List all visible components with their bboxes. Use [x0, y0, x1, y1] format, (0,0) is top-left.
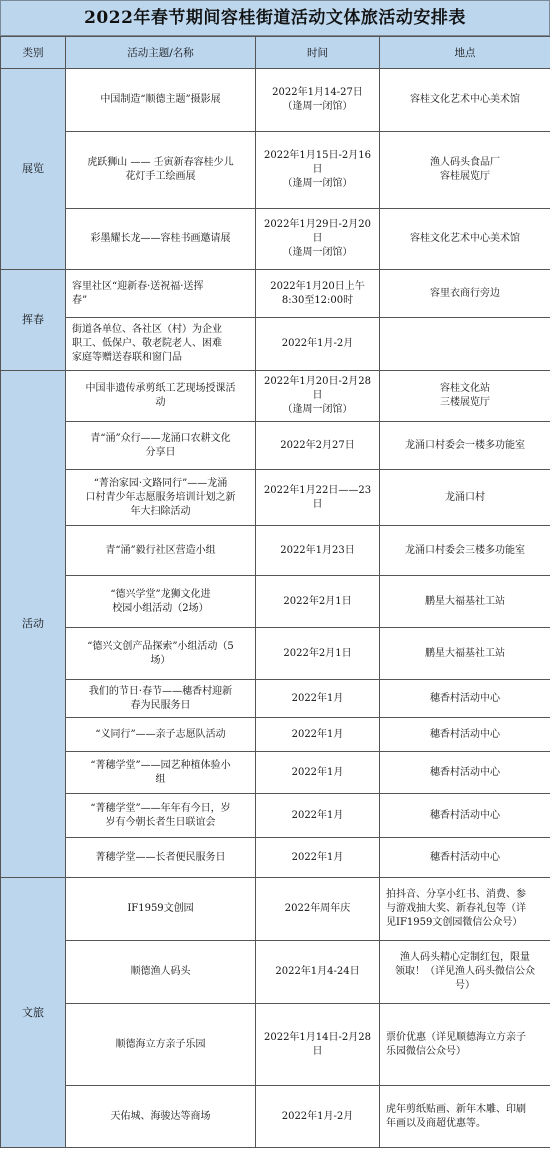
- table-row: [1, 838, 550, 878]
- activity-place: 鹏星大福基社工站: [380, 628, 550, 680]
- header-activity-name: 活动主题/名称: [66, 37, 256, 69]
- table-row: [1, 470, 550, 526]
- header-place: 地点: [380, 37, 550, 69]
- activity-time: 2022年1月-2月: [256, 318, 380, 371]
- activity-place: 渔人码头食品厂 容桂展览厅: [380, 132, 550, 209]
- activity-name: 街道各单位、各社区（村）为企业 职工、低保户、敬老院老人、困难 家庭等赠送春联和窗门品: [66, 318, 256, 371]
- activity-place: 龙涌口村: [380, 470, 550, 526]
- table-row: [1, 628, 550, 680]
- table-row: [1, 1086, 550, 1148]
- header-category: 类别: [1, 37, 66, 69]
- activity-name: 菁穗学堂——长者便民服务日: [66, 838, 256, 878]
- activity-time: 2022年1月14-27日 （逢周一闭馆）: [256, 69, 380, 132]
- activity-name: 我们的节日·春节——穗香村迎新 春为民服务日: [66, 680, 256, 718]
- activity-time: 2022年1月: [256, 718, 380, 752]
- activity-place: 票价优惠（详见顺德海立方亲子 乐园微信公众号）: [380, 1004, 550, 1086]
- activity-name: “菁穗学堂”——园艺种植体验小 组: [66, 752, 256, 794]
- activity-time: 2022年1月23日: [256, 526, 380, 576]
- activity-place: 拍抖音、分享小红书、消费、参 与游戏抽大奖、新春礼包等（详 见IF1959文创园微信公众号）: [380, 878, 550, 941]
- activity-time: 2022年2月27日: [256, 422, 380, 470]
- activity-name: 青“涌”毅行社区营造小组: [66, 526, 256, 576]
- activity-name: 彩墨耀长龙——容桂书画邀请展: [66, 209, 256, 270]
- category-activities: 活动: [1, 371, 66, 878]
- schedule-table: [0, 36, 550, 1148]
- table-row: [1, 422, 550, 470]
- table-row: [1, 69, 550, 132]
- table-row: [1, 1004, 550, 1086]
- activity-place: 容里衣商行旁边: [380, 270, 550, 318]
- activity-name: “义同行”——亲子志愿队活动: [66, 718, 256, 752]
- activity-time: 2022年1月: [256, 680, 380, 718]
- activity-time: 2022年1月29日-2月20 日 （逢周一闭馆）: [256, 209, 380, 270]
- category-culture-tourism: 文旅: [1, 878, 66, 1148]
- header-row: [1, 37, 550, 69]
- activity-name: “德兴文创产品探索”小组活动（5 场）: [66, 628, 256, 680]
- table-row: [1, 371, 550, 422]
- activity-name: 天佑城、海骏达等商场: [66, 1086, 256, 1148]
- activity-place: 容桂文化站 三楼展览厅: [380, 371, 550, 422]
- activity-time: 2022年1月: [256, 752, 380, 794]
- header-time: 时间: [256, 37, 380, 69]
- activity-place: 穗香村活动中心: [380, 718, 550, 752]
- table-row: [1, 576, 550, 628]
- table-row: [1, 941, 550, 1004]
- activity-place: 容桂文化艺术中心美术馆: [380, 209, 550, 270]
- activity-place: [380, 318, 550, 371]
- activity-name: 青“涌”众行——龙涌口农耕文化 分享日: [66, 422, 256, 470]
- activity-place: 容桂文化艺术中心美术馆: [380, 69, 550, 132]
- activity-place: 龙涌口村委会三楼多功能室: [380, 526, 550, 576]
- activity-time: 2022年1月20日上午 8:30至12:00时: [256, 270, 380, 318]
- activity-name: 虎跃狮山 —— 壬寅新春容桂少儿 花灯手工绘画展: [66, 132, 256, 209]
- category-exhibition: 展览: [1, 69, 66, 270]
- activity-name: 顺德海立方亲子乐园: [66, 1004, 256, 1086]
- activity-place: 穗香村活动中心: [380, 680, 550, 718]
- activity-place: 渔人码头精心定制红包，限量 领取！（详见渔人码头微信公众 号）: [380, 941, 550, 1004]
- table-row: [1, 794, 550, 838]
- table-row: [1, 718, 550, 752]
- activity-time: 2022年1月15日-2月16 日 （逢周一闭馆）: [256, 132, 380, 209]
- activity-place: 穗香村活动中心: [380, 752, 550, 794]
- activity-place: 龙涌口村委会一楼多功能室: [380, 422, 550, 470]
- table-row: [1, 270, 550, 318]
- table-row: [1, 132, 550, 209]
- table-row: [1, 209, 550, 270]
- activity-name: 容里社区“迎新春·送祝福·送挥 春”: [66, 270, 256, 318]
- activity-time: 2022年1月14日-2月28 日: [256, 1004, 380, 1086]
- page-title: 2022年春节期间容桂街道活动文体旅活动安排表: [0, 0, 550, 36]
- activity-name: “菁穗学堂”——年年有今日，岁 岁有今朝长者生日联谊会: [66, 794, 256, 838]
- activity-time: 2022年1月: [256, 838, 380, 878]
- activity-time: 2022年1月22日——23 日: [256, 470, 380, 526]
- table-row: [1, 526, 550, 576]
- table-row: [1, 680, 550, 718]
- activity-time: 2022年1月4-24日: [256, 941, 380, 1004]
- activity-place: 穗香村活动中心: [380, 838, 550, 878]
- activity-time: 2022年1月-2月: [256, 1086, 380, 1148]
- activity-name: “菁治家园·文路同行”——龙涌 口村青少年志愿服务培训计划之新 年大扫除活动: [66, 470, 256, 526]
- activity-time: 2022年2月1日: [256, 628, 380, 680]
- activity-place: 鹏星大福基社工站: [380, 576, 550, 628]
- activity-name: 中国制造“顺德主题”摄影展: [66, 69, 256, 132]
- activity-time: 2022年1月20日-2月28 日 （逢周一闭馆）: [256, 371, 380, 422]
- activity-place: 穗香村活动中心: [380, 794, 550, 838]
- table-row: [1, 318, 550, 371]
- table-row: [1, 878, 550, 941]
- activity-place: 虎年剪纸贴画、新年木雕、印刷 年画以及商超优惠等。: [380, 1086, 550, 1148]
- activity-name: 顺德渔人码头: [66, 941, 256, 1004]
- activity-time: 2022年周年庆: [256, 878, 380, 941]
- activity-time: 2022年1月: [256, 794, 380, 838]
- category-calligraphy: 挥春: [1, 270, 66, 371]
- activity-name: 中国非遗传承剪纸工艺现场授课活 动: [66, 371, 256, 422]
- table-row: [1, 752, 550, 794]
- activity-name: “德兴学堂”龙狮文化进 校园小组活动（2场）: [66, 576, 256, 628]
- activity-time: 2022年2月1日: [256, 576, 380, 628]
- activity-name: IF1959文创园: [66, 878, 256, 941]
